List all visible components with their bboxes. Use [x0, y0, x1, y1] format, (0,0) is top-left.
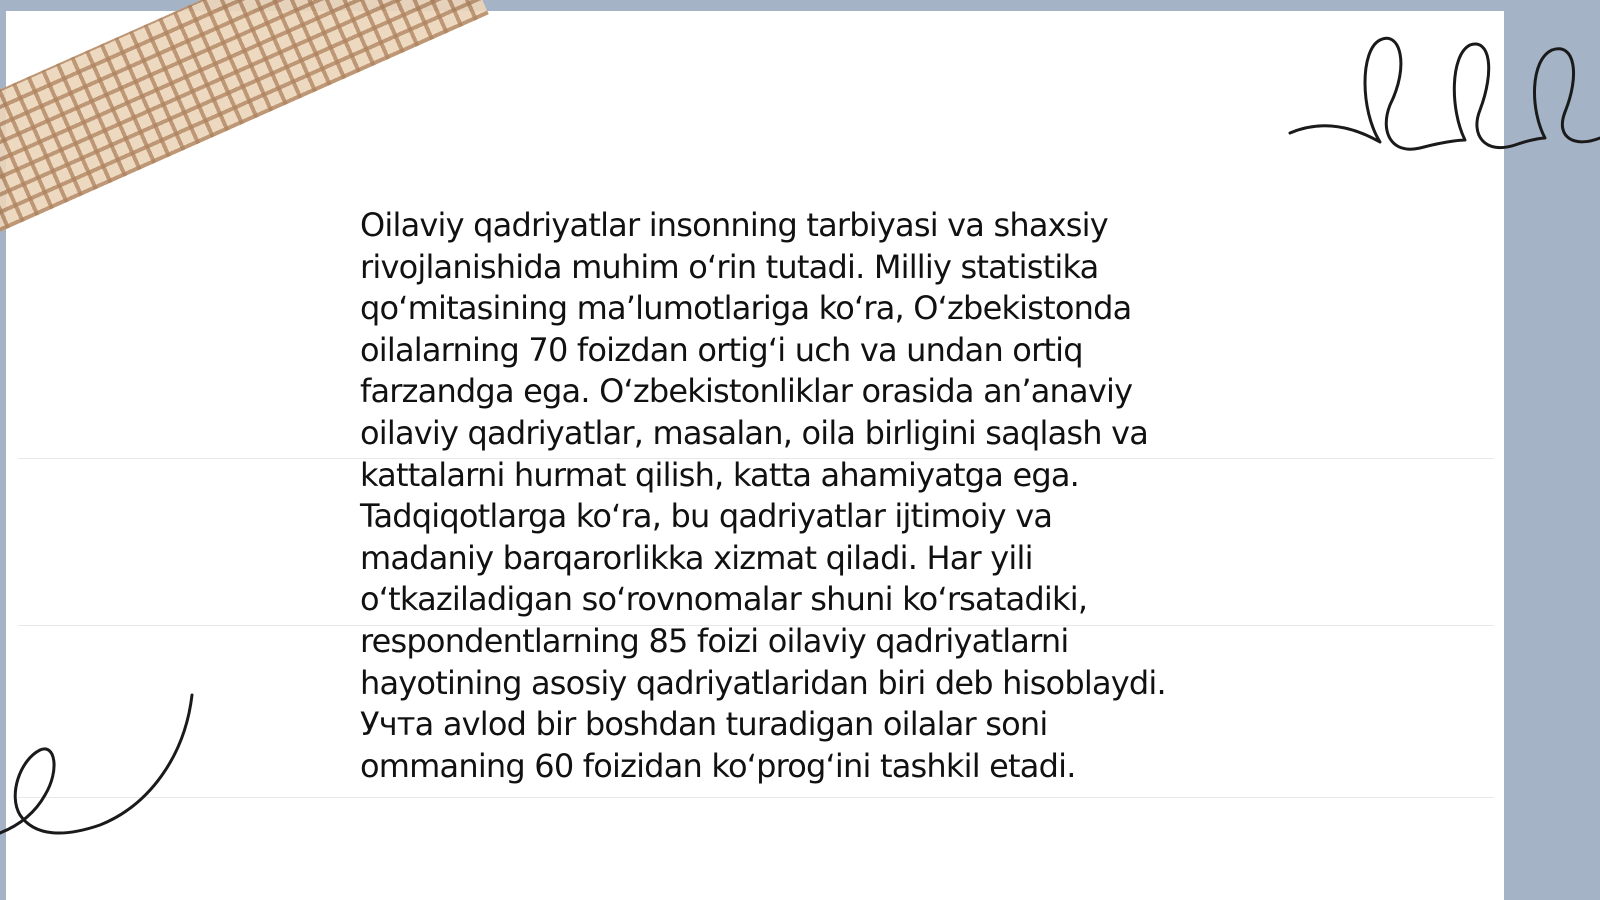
text-line: farzandga ega. O‘zbekistonliklar orasida an’anaviy	[360, 372, 1133, 411]
text-line: o‘tkaziladigan so‘rovnomalar shuni ko‘rsatadiki,	[360, 580, 1088, 619]
body-paragraph	[360, 205, 1260, 787]
text-line: qo‘mitasining ma’lumotlariga ko‘ra, O‘zbekistonda	[360, 289, 1132, 328]
text-line: ommaning 60 foizidan ko‘prog‘ini tashkil etadi.	[360, 746, 1076, 785]
loop-squiggle-icon	[1290, 30, 1600, 170]
text-line: oilaviy qadriyatlar, masalan, oila birligini saqlash va	[360, 413, 1149, 452]
text-line: kattalarni hurmat qilish, katta ahamiyatga ega.	[360, 455, 1080, 494]
text-line: Учта avlod bir boshdan turadigan oilalar soni	[360, 705, 1048, 744]
text-line: respondentlarning 85 foizi oilaviy qadriyatlarni	[360, 621, 1069, 660]
ruled-line	[18, 797, 1494, 798]
text-line: madaniy barqarorlikka xizmat qiladi. Har yili	[360, 538, 1033, 577]
text-line: hayotining asosiy qadriyatlaridan biri deb hisoblaydi.	[360, 663, 1166, 702]
text-line: oilalarning 70 foizdan ortig‘i uch va undan ortiq	[360, 330, 1083, 369]
text-line: rivojlanishida muhim o‘rin tutadi. Milliy statistika	[360, 247, 1099, 286]
text-line: Tadqiqotlarga ko‘ra, bu qadriyatlar ijtimoiy va	[360, 497, 1053, 536]
text-line: Oilaviy qadriyatlar insonning tarbiyasi va shaxsiy	[360, 206, 1108, 244]
swoosh-squiggle-icon	[0, 695, 200, 855]
